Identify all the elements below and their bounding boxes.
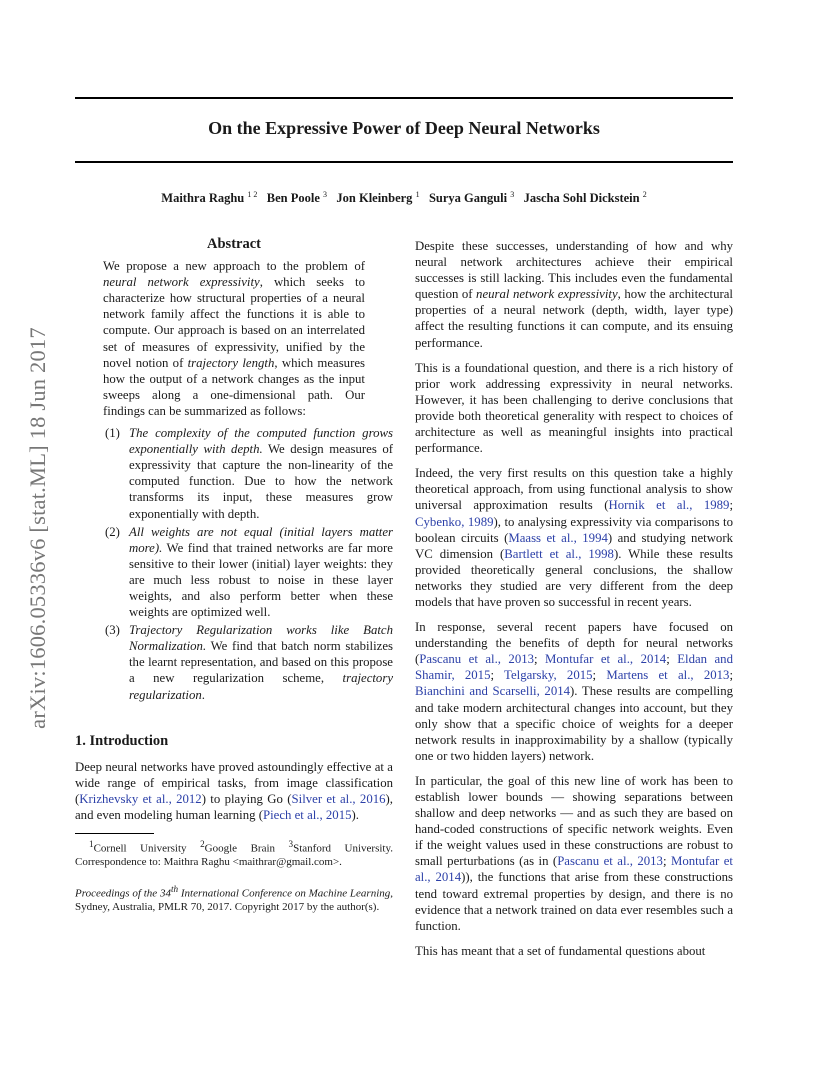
text-span: Stanford University. Correspondence to: Maithra Raghu <maithrar@gmail.com>. [75,842,394,869]
footnote-marker: 1 [89,839,94,850]
citation-link[interactable]: Silver et al., 2016 [291,791,386,806]
footnote-marker: 3 [288,839,294,850]
citation-link[interactable]: Pascanu et al., 2013 [419,652,535,667]
citation-link[interactable]: Montufar et al., 2014 [415,854,733,885]
author-affiliation: 3 [510,190,515,199]
finding-text: We design measures of expressivity that capture the non-linearity of the computed function. Due to how the network transforms its input, these measures grow exponentially with depth. [129,442,394,521]
abstract-body [103,258,365,419]
abstract-paragraph [103,258,365,419]
text-span: ), to analysing expressivity via comparisons to boolean circuits ( [415,514,733,545]
text-span: ). These results are compelling and take modern architectural changes into account, but they only show that a specific choice of weights for a deeper network results in inapproximability by a shallow (typically one or two hidden layers) network. [415,684,733,763]
superscript: th [170,883,179,894]
text-span: ; [729,498,733,513]
body-paragraph: This is a foundational question, and there is a rich history of prior work addressing expressivity in neural networks. However, it has been challenging to derive conclusions that provide both theoretical generality with respect to choices of architecture as well as meaningful insights into practical performance. [415,360,733,456]
author-name: Surya Ganguli [428,191,508,206]
text-span: , which seeks to characterize how structural properties of a neural network family affect the functions it is able to compute. Our approach is based on an interrelated set of measures of expressivity, unified by the novel notion of [103,275,365,370]
author-name: Jon Kleinberg [336,191,413,206]
text-span: ; [534,652,546,667]
text-span: ) and studying network VC dimension ( [415,530,733,561]
emphasis-text: trajectory length [187,355,275,370]
citation-link[interactable]: Cybenko, 1989 [415,514,494,529]
citation-link[interactable]: Bianchini and Scarselli, 2014 [415,684,571,699]
author-name: Maithra Raghu [161,191,245,206]
proceedings-note [75,883,393,915]
citation-link[interactable]: Maass et al., 1994 [508,530,608,545]
citation-link[interactable]: Eldan and Shamir, 2015 [415,652,733,683]
text-span: ; [729,668,733,683]
citation-link[interactable]: Pascanu et al., 2013 [557,854,663,869]
text-span: Cornell University [93,842,201,855]
top-rule [75,97,733,99]
text-span: In particular, the goal of this new line of work has been to establish lower bounds — showing separations between shallow and deep networks — and as such they are based on hand-coded constructions of specific network weights. Even if the weight values used in these constructions are robust to small perturbations (as in ( [415,773,733,869]
text-span: ), and even modeling human learning ( [75,791,393,822]
text-span: Deep neural networks have proved astoundingly effective at a wide range of empirical tasks, from image classification ( [75,759,393,806]
author-name: Ben Poole [266,191,320,206]
finding-item [103,524,393,621]
finding-item [103,622,393,702]
body-paragraph: This has meant that a set of fundamental questions about [415,943,706,958]
author-affiliation: 1 2 [247,190,258,199]
citation-link[interactable]: Krizhevsky et al., 2012 [79,791,202,806]
citation-link[interactable]: Piech et al., 2015 [263,808,352,822]
text-span: , which measures how the output of a network changes as the input sweeps along a one-dimensional path. Our findings can be summarized as follows: [103,355,365,418]
text-span: , how the architectural properties of a neural network (depth, width, layer type) affect the resulting functions it can compute, and its ensuing performance. [415,287,733,350]
author-list [75,190,733,206]
text-span: ) to playing Go ( [201,791,292,806]
finding-number: (2) [105,524,120,539]
footnote-marker: 2 [200,839,205,850]
paper-title: On the Expressive Power of Deep Neural Networks [208,118,600,138]
author-name: Jascha Sohl Dickstein [523,191,640,206]
text-span: , Sydney, Australia, PMLR 70, 2017. Copyright 2017 by the author(s). [75,887,393,913]
emphasis-text: trajectory regularization [129,671,393,702]
citation-link[interactable]: Montufar et al., 2014 [545,652,667,667]
citation-link[interactable]: Telgarsky, 2015 [504,668,593,683]
text-span: Google Brain [204,842,289,855]
finding-number: (3) [105,623,120,638]
body-paragraph [415,619,733,764]
text-span: Indeed, the very first results on this question take a highly theoretical approach, from using functional analysis to show universal approximation results ( [415,466,733,513]
left-column [75,236,393,914]
citation-link[interactable]: Hornik et al., 1989 [608,498,730,513]
text-span: ; [666,652,678,667]
body-paragraph [415,238,733,351]
author-affiliation: 3 [323,190,328,199]
finding-item [103,425,393,522]
author-affiliation: 2 [642,190,647,199]
findings-list [75,425,393,703]
text-span: )), the functions that arise from these constructions tend toward extremal properties by design, and there is no evidence that a network trained on data ever resembles such a function. [415,870,733,933]
author-affiliation: 1 [415,190,420,199]
body-paragraph [415,465,733,610]
finding-lead: All weights are not equal (initial layers matter more). [129,524,393,555]
text-span: ). [351,808,359,822]
text-span: ; [592,668,607,683]
arxiv-identifier: arXiv:1606.05336v6 [stat.ML] 18 Jun 2017 [25,327,50,729]
finding-lead: Trajectory Regularization works like Batch Normalization. [129,623,393,654]
right-column [415,238,733,968]
citation-link[interactable]: Bartlett et al., 1998 [504,546,614,561]
text-span: ; [490,668,505,683]
emphasis-text: neural network expressivity [476,287,618,302]
text-span: ; [662,854,671,869]
emphasis-text: Proceedings of the 34 [75,887,171,900]
text-span: . [201,687,205,702]
finding-lead: The complexity of the computed function grows exponentially with depth. [129,426,393,457]
finding-text: We find that trained networks are far more sensitive to their lower (initial) layer weights: they are much less robust to noise in these layer weights, and also perform better when these weights are optimized well. [129,540,393,620]
citation-link[interactable]: Martens et al., 2013 [606,668,730,683]
affiliation-footnote [75,838,393,870]
emphasis-text: International Conference on Machine Learning [178,887,391,900]
emphasis-text: neural network expressivity [103,275,260,290]
title-bottom-rule [75,161,733,163]
text-span: ). While these results provided theoretically general conclusions, the shallow networks they studied are very different from the deep models that have proven so successful in recent years. [415,546,733,609]
body-paragraph [415,773,733,934]
text-span: Despite these successes, understanding of how and why neural network architectures achieve their empirical successes is still lacking. This includes even the fundamental question of [415,239,733,302]
text-span: We propose a new approach to the problem of [103,259,365,274]
footnote-rule [75,833,154,834]
text-span: In response, several recent papers have focused on understanding the benefits of depth for neural networks ( [415,620,733,667]
section-heading-introduction: 1. Introduction [75,732,169,749]
abstract-heading: Abstract [207,236,261,252]
finding-text: We find that batch norm stabilizes the learnt representation, and based on this propose a new regularization scheme, [129,639,393,686]
intro-paragraph [75,759,393,823]
finding-number: (1) [105,426,120,441]
